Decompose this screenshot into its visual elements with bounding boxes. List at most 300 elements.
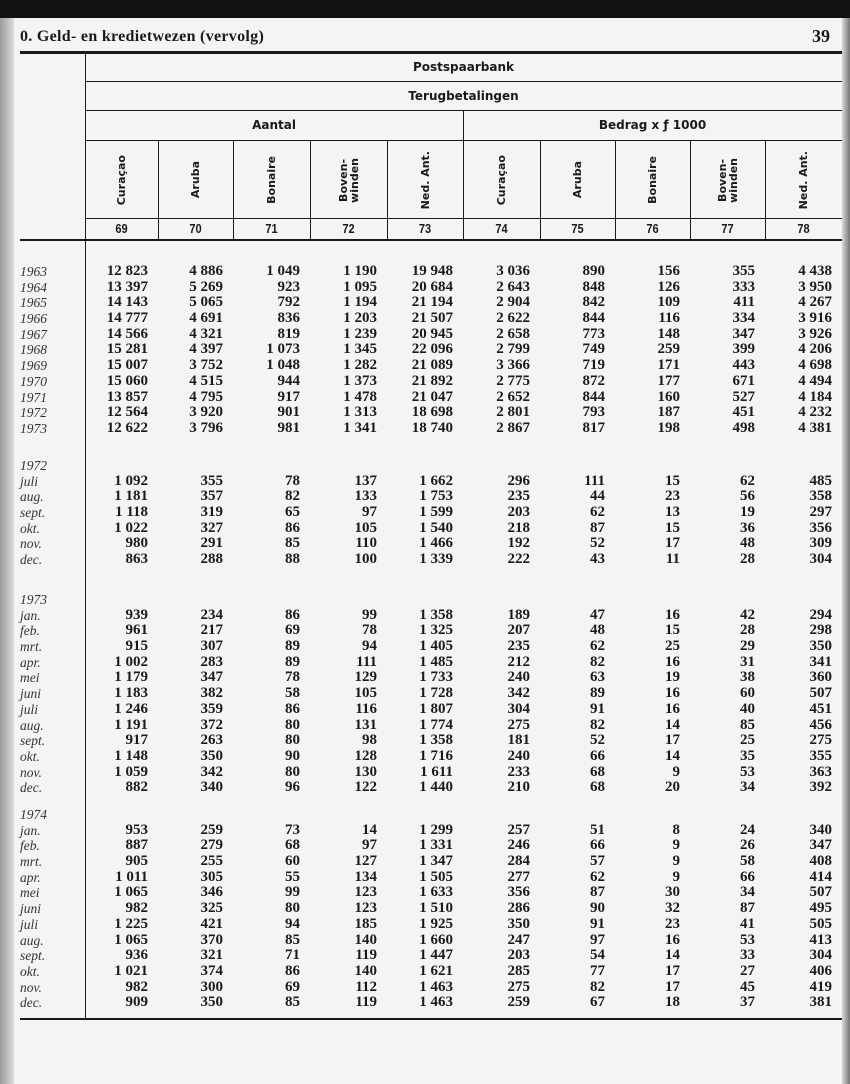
table-cell: 382 xyxy=(200,685,223,702)
table-cell: 35 xyxy=(740,747,755,764)
table-row xyxy=(0,718,850,734)
table-cell: 392 xyxy=(809,779,832,796)
table-cell: 85 xyxy=(285,535,300,552)
table-cell: 498 xyxy=(732,419,755,436)
table-cell: 360 xyxy=(809,669,832,686)
table-cell: 53 xyxy=(740,931,755,948)
table-cell: 8 xyxy=(672,821,680,838)
column-number: 76 xyxy=(646,221,659,236)
table-cell: 119 xyxy=(355,947,377,964)
table-cell: 1 065 xyxy=(114,884,148,901)
table-cell: 156 xyxy=(657,263,680,279)
table-cell: 14 xyxy=(665,947,680,964)
table-cell: 171 xyxy=(657,357,680,374)
row-label: okt. xyxy=(20,748,40,764)
table-cell: 1 065 xyxy=(114,931,148,948)
table-cell: 350 xyxy=(200,994,223,1011)
column-number: 73 xyxy=(418,221,432,236)
table-cell: 1 621 xyxy=(419,962,453,979)
table-cell: 1 002 xyxy=(114,653,148,670)
table-cell: 112 xyxy=(355,978,377,995)
table-cell: 1 733 xyxy=(419,669,453,686)
table-cell: 14 xyxy=(665,716,680,733)
table-cell: 80 xyxy=(285,716,300,733)
table-cell: 110 xyxy=(355,535,377,552)
row-label: aug. xyxy=(20,717,44,733)
row-label: 1965 xyxy=(20,295,47,311)
table-cell: 1 405 xyxy=(419,638,453,655)
table-cell: 342 xyxy=(507,685,530,702)
bedrag-header: Bedrag x ƒ 1000 xyxy=(598,118,707,132)
table-cell: 915 xyxy=(125,638,148,655)
table-cell: 4 381 xyxy=(798,419,832,436)
table-cell: 263 xyxy=(200,732,223,749)
table-cell: 52 xyxy=(590,535,605,552)
column-number: 72 xyxy=(342,221,355,236)
row-label: juni xyxy=(20,901,42,917)
table-row xyxy=(0,655,850,671)
table-cell: 15 007 xyxy=(106,357,148,374)
row-label: jan. xyxy=(20,822,41,838)
table-cell: 1 179 xyxy=(114,669,148,686)
table-cell: 42 xyxy=(740,606,755,623)
table-cell: 128 xyxy=(354,747,377,764)
group-header: Postspaarbank xyxy=(413,60,514,74)
table-cell: 305 xyxy=(200,868,223,885)
table-cell: 1 753 xyxy=(419,488,453,505)
row-label: 1966 xyxy=(20,311,47,327)
table-cell: 2 801 xyxy=(496,404,530,421)
table-row xyxy=(0,917,850,933)
table-cell: 9 xyxy=(672,763,680,780)
table-cell: 3 796 xyxy=(189,419,223,436)
table-cell: 90 xyxy=(285,747,300,764)
column-header-label: Ned. Ant. xyxy=(797,150,810,210)
column-number: 78 xyxy=(797,221,810,236)
table-cell: 356 xyxy=(507,884,530,901)
table-row xyxy=(0,765,850,781)
table-cell: 82 xyxy=(285,488,300,505)
column-header xyxy=(765,142,842,218)
table-cell: 17 xyxy=(665,732,680,749)
table-cell: 247 xyxy=(507,931,530,948)
table-cell: 1 021 xyxy=(114,962,148,979)
column-number: 71 xyxy=(265,221,278,236)
table-cell: 1 358 xyxy=(419,606,453,623)
table-cell: 111 xyxy=(356,653,377,670)
table-cell: 28 xyxy=(740,622,755,639)
table-row xyxy=(0,933,850,949)
table-cell: 73 xyxy=(285,821,300,838)
table-cell: 4 206 xyxy=(798,341,832,358)
table-row xyxy=(0,311,850,327)
table-row xyxy=(0,980,850,996)
table-cell: 414 xyxy=(809,868,832,885)
table-cell: 283 xyxy=(200,653,223,670)
table-cell: 1 239 xyxy=(343,325,377,342)
table-cell: 1 463 xyxy=(419,978,453,995)
table-cell: 4 184 xyxy=(798,388,832,405)
table-cell: 62 xyxy=(740,472,755,489)
table-cell: 13 857 xyxy=(106,388,148,405)
table-cell: 23 xyxy=(665,915,680,932)
table-cell: 4 515 xyxy=(189,372,223,389)
table-cell: 80 xyxy=(285,763,300,780)
table-cell: 23 xyxy=(665,488,680,505)
table-cell: 5 269 xyxy=(189,278,223,295)
table-cell: 85 xyxy=(285,931,300,948)
table-cell: 22 096 xyxy=(411,341,453,358)
table-cell: 80 xyxy=(285,900,300,917)
table-cell: 325 xyxy=(200,900,223,917)
table-cell: 89 xyxy=(285,638,300,655)
table-cell: 909 xyxy=(125,994,148,1011)
column-header xyxy=(690,142,765,218)
column-number: 77 xyxy=(721,221,734,236)
table-cell: 187 xyxy=(657,404,680,421)
aantal-header: Aantal xyxy=(252,118,296,132)
table-cell: 334 xyxy=(732,310,755,327)
table-row xyxy=(0,521,850,537)
table-cell: 355 xyxy=(200,472,223,489)
table-cell: 16 xyxy=(665,653,680,670)
table-cell: 14 777 xyxy=(106,310,148,327)
row-label: feb. xyxy=(20,838,40,854)
table-cell: 41 xyxy=(740,915,755,932)
table-cell: 288 xyxy=(200,551,223,568)
row-label: mrt. xyxy=(20,854,43,870)
table-cell: 2 643 xyxy=(496,278,530,295)
table-cell: 233 xyxy=(507,763,530,780)
row-label: apr. xyxy=(20,654,41,670)
table-cell: 181 xyxy=(507,732,530,749)
table-cell: 2 799 xyxy=(496,341,530,358)
table-cell: 15 xyxy=(665,622,680,639)
table-cell: 203 xyxy=(507,504,530,521)
table-cell: 671 xyxy=(732,372,755,389)
table-cell: 495 xyxy=(809,900,832,917)
table-cell: 210 xyxy=(507,779,530,796)
table-cell: 62 xyxy=(590,868,605,885)
table-cell: 97 xyxy=(362,504,377,521)
table-cell: 279 xyxy=(200,837,223,854)
column-header xyxy=(233,142,310,218)
table-cell: 16 xyxy=(665,606,680,623)
table-cell: 981 xyxy=(277,419,300,436)
table-section xyxy=(0,807,850,1011)
table-cell: 1 447 xyxy=(419,947,453,964)
table-cell: 1 505 xyxy=(419,868,453,885)
table-cell: 45 xyxy=(740,978,755,995)
table-cell: 4 886 xyxy=(189,263,223,279)
table-cell: 32 xyxy=(665,900,680,917)
table-cell: 333 xyxy=(732,278,755,295)
table-cell: 130 xyxy=(354,763,377,780)
table-cell: 355 xyxy=(809,747,832,764)
table-cell: 863 xyxy=(125,551,148,568)
table-cell: 15 xyxy=(665,472,680,489)
table-cell: 2 867 xyxy=(496,419,530,436)
table-cell: 1 774 xyxy=(419,716,453,733)
row-label: sept. xyxy=(20,505,46,521)
table-cell: 15 xyxy=(665,519,680,536)
table-cell: 21 089 xyxy=(411,357,453,374)
table-row xyxy=(0,870,850,886)
table-cell: 286 xyxy=(507,900,530,917)
table-cell: 80 xyxy=(285,732,300,749)
table-cell: 1 347 xyxy=(419,853,453,870)
row-label: nov. xyxy=(20,536,42,552)
table-cell: 358 xyxy=(809,488,832,505)
table-cell: 17 xyxy=(665,978,680,995)
table-cell: 1 341 xyxy=(343,419,377,436)
table-cell: 819 xyxy=(277,325,300,342)
table-cell: 17 xyxy=(665,535,680,552)
table-cell: 842 xyxy=(582,294,605,311)
table-row xyxy=(0,264,850,280)
table-cell: 91 xyxy=(590,915,605,932)
table-cell: 96 xyxy=(285,779,300,796)
header-bottom-rule xyxy=(20,239,842,241)
table-cell: 105 xyxy=(354,685,377,702)
table-cell: 11 xyxy=(665,551,680,568)
table-row xyxy=(0,670,850,686)
table-cell: 13 xyxy=(665,504,680,521)
table-cell: 47 xyxy=(590,606,605,623)
table-cell: 240 xyxy=(507,669,530,686)
table-cell: 372 xyxy=(200,716,223,733)
table-cell: 419 xyxy=(809,978,832,995)
row-label: feb. xyxy=(20,623,40,639)
table-cell: 16 xyxy=(665,685,680,702)
table-cell: 793 xyxy=(582,404,605,421)
table-cell: 126 xyxy=(657,278,680,295)
table-cell: 1 728 xyxy=(419,685,453,702)
table-cell: 119 xyxy=(355,994,377,1011)
column-number: 69 xyxy=(115,221,128,236)
table-cell: 1 148 xyxy=(114,747,148,764)
table-cell: 20 945 xyxy=(411,325,453,342)
page-number: 39 xyxy=(812,26,830,46)
table-cell: 18 740 xyxy=(411,419,453,436)
column-header-label: Curaçao xyxy=(495,154,508,206)
table-cell: 291 xyxy=(200,535,223,552)
section-year-label: 1972 xyxy=(20,458,47,473)
table-cell: 507 xyxy=(809,685,832,702)
row-label: dec. xyxy=(20,552,43,568)
table-cell: 1 246 xyxy=(114,700,148,717)
table-cell: 12 622 xyxy=(106,419,148,436)
table-cell: 3 752 xyxy=(189,357,223,374)
table-cell: 363 xyxy=(809,763,832,780)
table-cell: 347 xyxy=(200,669,223,686)
table-cell: 1 299 xyxy=(419,821,453,838)
table-cell: 1 633 xyxy=(419,884,453,901)
table-cell: 923 xyxy=(277,278,300,295)
table-cell: 341 xyxy=(809,653,832,670)
table-cell: 43 xyxy=(590,551,605,568)
table-cell: 527 xyxy=(732,388,755,405)
table-cell: 189 xyxy=(507,606,530,623)
table-row xyxy=(0,964,850,980)
table-cell: 507 xyxy=(809,884,832,901)
table-cell: 198 xyxy=(657,419,680,436)
table-cell: 1 203 xyxy=(343,310,377,327)
table-cell: 207 xyxy=(507,622,530,639)
table-cell: 749 xyxy=(582,341,605,358)
table-cell: 31 xyxy=(740,653,755,670)
table-cell: 99 xyxy=(285,884,300,901)
table-cell: 71 xyxy=(285,947,300,964)
table-cell: 203 xyxy=(507,947,530,964)
row-label: mei xyxy=(20,885,40,901)
table-cell: 25 xyxy=(740,732,755,749)
table-cell: 134 xyxy=(354,868,377,885)
table-row xyxy=(0,489,850,505)
table-cell: 1 660 xyxy=(419,931,453,948)
table-cell: 2 622 xyxy=(496,310,530,327)
table-cell: 116 xyxy=(355,700,377,717)
table-cell: 68 xyxy=(285,837,300,854)
table-cell: 67 xyxy=(590,994,605,1011)
table-cell: 51 xyxy=(590,821,605,838)
bottom-rule xyxy=(20,1018,842,1020)
table-cell: 1 716 xyxy=(419,747,453,764)
table-cell: 222 xyxy=(507,551,530,568)
table-row xyxy=(0,854,850,870)
row-label: dec. xyxy=(20,995,43,1011)
table-cell: 1 325 xyxy=(419,622,453,639)
table-cell: 4 698 xyxy=(798,357,832,374)
table-cell: 116 xyxy=(658,310,680,327)
column-header-label: Aruba xyxy=(189,161,202,199)
table-cell: 451 xyxy=(809,700,832,717)
top-rule xyxy=(20,51,842,54)
table-row xyxy=(0,280,850,296)
table-cell: 255 xyxy=(200,853,223,870)
column-number: 75 xyxy=(571,221,584,236)
table-cell: 4 321 xyxy=(189,325,223,342)
table-row xyxy=(0,390,850,406)
table-cell: 1 440 xyxy=(419,779,453,796)
table-cell: 4 438 xyxy=(798,263,832,279)
table-row xyxy=(0,885,850,901)
table-cell: 58 xyxy=(285,685,300,702)
table-cell: 16 xyxy=(665,931,680,948)
table-cell: 1 282 xyxy=(343,357,377,374)
table-cell: 34 xyxy=(740,779,755,796)
table-cell: 14 xyxy=(665,747,680,764)
table-cell: 109 xyxy=(657,294,680,311)
table-cell: 844 xyxy=(582,388,605,405)
table-cell: 1 662 xyxy=(419,472,453,489)
table-cell: 1 331 xyxy=(419,837,453,854)
table-cell: 60 xyxy=(740,685,755,702)
table-cell: 890 xyxy=(582,263,605,279)
table-cell: 235 xyxy=(507,488,530,505)
table-cell: 1 049 xyxy=(266,263,300,279)
table-cell: 85 xyxy=(285,994,300,1011)
table-cell: 21 507 xyxy=(411,310,453,327)
row-label: okt. xyxy=(20,520,40,536)
table-cell: 887 xyxy=(125,837,148,854)
table-cell: 27 xyxy=(740,962,755,979)
table-cell: 485 xyxy=(809,472,832,489)
table-cell: 284 xyxy=(507,853,530,870)
table-row xyxy=(0,295,850,311)
table-cell: 408 xyxy=(809,853,832,870)
table-cell: 275 xyxy=(507,716,530,733)
table-cell: 4 691 xyxy=(189,310,223,327)
row-label: nov. xyxy=(20,764,42,780)
table-cell: 259 xyxy=(507,994,530,1011)
table-cell: 1 225 xyxy=(114,915,148,932)
table-cell: 18 698 xyxy=(411,404,453,421)
table-cell: 78 xyxy=(362,622,377,639)
table-cell: 347 xyxy=(809,837,832,854)
table-cell: 21 194 xyxy=(411,294,453,311)
table-cell: 62 xyxy=(590,504,605,521)
table-cell: 91 xyxy=(590,700,605,717)
table-cell: 944 xyxy=(277,372,300,389)
table-cell: 304 xyxy=(809,947,832,964)
table-cell: 137 xyxy=(354,472,377,489)
table-cell: 982 xyxy=(125,978,148,995)
table-cell: 1 073 xyxy=(266,341,300,358)
table-cell: 399 xyxy=(732,341,755,358)
table-cell: 2 904 xyxy=(496,294,530,311)
table-row xyxy=(0,342,850,358)
table-cell: 451 xyxy=(732,404,755,421)
table-cell: 14 566 xyxy=(106,325,148,342)
table-cell: 1 092 xyxy=(114,472,148,489)
table-section xyxy=(0,458,850,568)
table-section xyxy=(0,592,850,796)
table-row xyxy=(0,552,850,568)
table-cell: 1 194 xyxy=(343,294,377,311)
table-cell: 980 xyxy=(125,535,148,552)
table-cell: 4 232 xyxy=(798,404,832,421)
table-cell: 15 060 xyxy=(106,372,148,389)
table-cell: 872 xyxy=(582,372,605,389)
table-cell: 122 xyxy=(354,779,377,796)
column-header-label: Bonaire xyxy=(265,156,278,204)
table-cell: 1 358 xyxy=(419,732,453,749)
table-cell: 77 xyxy=(590,962,605,979)
table-cell: 105 xyxy=(354,519,377,536)
table-cell: 21 047 xyxy=(411,388,453,405)
table-cell: 1 807 xyxy=(419,700,453,717)
table-cell: 350 xyxy=(507,915,530,932)
table-cell: 3 036 xyxy=(496,263,530,279)
table-cell: 29 xyxy=(740,638,755,655)
column-header-label: Aruba xyxy=(571,161,584,199)
table-cell: 246 xyxy=(507,837,530,854)
row-label: 1973 xyxy=(20,420,47,436)
table-cell: 26 xyxy=(740,837,755,854)
table-cell: 9 xyxy=(672,853,680,870)
table-cell: 235 xyxy=(507,638,530,655)
table-cell: 234 xyxy=(200,606,223,623)
page-title: 0. Geld- en kredietwezen (vervolg) xyxy=(20,28,265,45)
table-cell: 2 658 xyxy=(496,325,530,342)
table-row xyxy=(0,536,850,552)
table-cell: 374 xyxy=(200,962,223,979)
table-cell: 307 xyxy=(200,638,223,655)
table-cell: 36 xyxy=(740,519,755,536)
table-cell: 3 366 xyxy=(496,357,530,374)
table-cell: 89 xyxy=(285,653,300,670)
